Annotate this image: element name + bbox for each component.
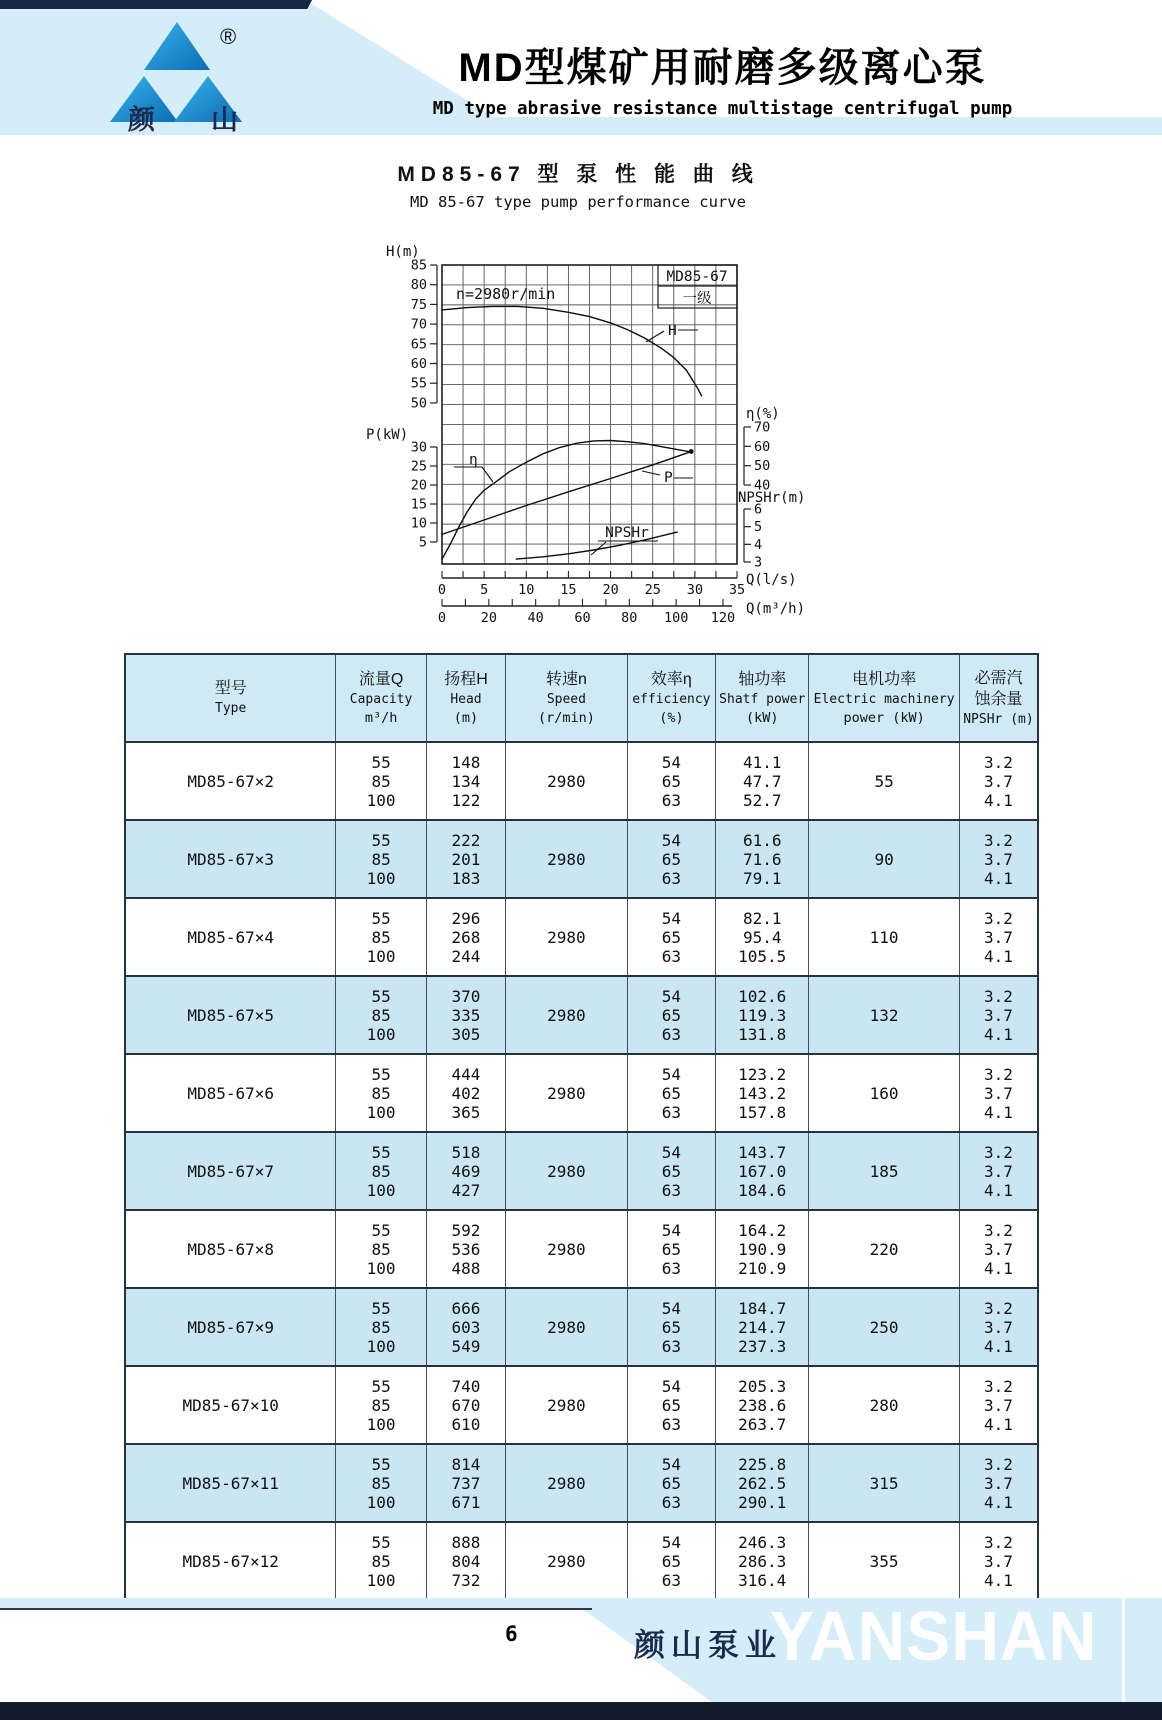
svg-text:60: 60 [574,610,591,625]
svg-text:P: P [664,470,673,486]
page-title-zh: MD型煤矿用耐磨多级离心泵 [458,46,987,90]
table-cell: 54 65 63 [627,1366,716,1444]
svg-text:20: 20 [602,582,619,598]
chart-title-en: MD 85-67 type pump performance curve [410,193,746,211]
footer-company-en: YANSHAN [770,1597,1098,1675]
legend-stage: 一级 [682,291,712,307]
table-cell: MD85-67×7 [125,1132,336,1210]
table-cell: 205.3 238.6 263.7 [716,1366,809,1444]
svg-text:NPSHr: NPSHr [605,525,649,541]
table-cell: 148 134 122 [426,742,505,820]
table-cell: 3.2 3.7 4.1 [959,1366,1038,1444]
svg-text:15: 15 [560,582,577,598]
table-cell: 102.6 119.3 131.8 [716,976,809,1054]
table-cell: MD85-67×4 [125,898,336,976]
svg-text:40: 40 [527,610,544,625]
table-cell: 3.2 3.7 4.1 [959,1444,1038,1522]
table-cell: MD85-67×2 [125,742,336,820]
svg-text:0: 0 [437,582,447,598]
curve-label-H [646,323,698,342]
table-cell: 280 [809,1366,960,1444]
table-cell: 55 85 100 [336,1444,426,1522]
table-header [125,654,1038,742]
table-cell: 55 85 100 [336,976,426,1054]
legend-model: MD85-67 [666,269,728,285]
pump-spec-table [124,653,1039,1601]
svg-text:6: 6 [754,501,763,518]
footer-company-zh: 颜山泵业 [634,1628,782,1663]
header-navy-bar [0,0,312,9]
col-header-shaft-power: 轴功率 Shatf power (kW) [716,654,809,742]
table-row [125,820,1038,898]
logo-brand-text: 颜山 [128,105,294,135]
table-cell: 370 335 305 [426,976,505,1054]
table-cell: 355 [809,1522,960,1600]
table-cell: 55 85 100 [336,742,426,820]
table-cell: 2980 [506,742,627,820]
table-cell: 164.2 190.9 210.9 [716,1210,809,1288]
svg-text:3: 3 [754,554,763,571]
table-cell: 54 65 63 [627,976,716,1054]
svg-text:75: 75 [410,296,427,313]
table-cell: 2980 [506,1444,627,1522]
table-cell: 54 65 63 [627,1132,716,1210]
footer-bottom-bar [0,1702,1162,1720]
table-cell: MD85-67×5 [125,976,336,1054]
table-cell: 110 [809,898,960,976]
svg-text:80: 80 [621,610,638,625]
table-cell: 55 85 100 [336,1288,426,1366]
table-cell: 184.7 214.7 237.3 [716,1288,809,1366]
table-cell: MD85-67×8 [125,1210,336,1288]
table-cell: 160 [809,1054,960,1132]
svg-text:30: 30 [686,582,703,598]
table-cell: 54 65 63 [627,820,716,898]
svg-text:55: 55 [410,375,427,392]
svg-text:60: 60 [754,438,771,455]
table-cell: 54 65 63 [627,1210,716,1288]
eta-axis-title: η(%) [746,406,780,422]
svg-text:80: 80 [410,277,427,294]
svg-text:20: 20 [480,610,497,625]
footer-top-rule [0,1608,592,1610]
table-cell: 3.2 3.7 4.1 [959,1054,1038,1132]
qls-axis-title: Q(l/s) [746,572,797,588]
table-row [125,1522,1038,1600]
page-number: 6 [505,1622,518,1646]
chart-title-block [332,158,824,211]
svg-text:65: 65 [410,336,427,353]
table-cell: 54 65 63 [627,898,716,976]
svg-text:η: η [469,452,478,468]
table-cell: 3.2 3.7 4.1 [959,1288,1038,1366]
table-row [125,1366,1038,1444]
page-header [400,36,1045,119]
table-cell: 2980 [506,820,627,898]
table-cell: 123.2 143.2 157.8 [716,1054,809,1132]
chart-legend [658,265,737,308]
q-axis-rulers [438,571,745,625]
h-axis-title: H(m) [386,244,420,260]
table-cell: 55 85 100 [336,820,426,898]
table-cell: 246.3 286.3 316.4 [716,1522,809,1600]
table-cell: 3.2 3.7 4.1 [959,1522,1038,1600]
table-cell: 2980 [506,1210,627,1288]
svg-text:60: 60 [410,356,427,372]
table-cell: 54 65 63 [627,1522,716,1600]
table-cell: 41.1 47.7 52.7 [716,742,809,820]
table-cell: 740 670 610 [426,1366,505,1444]
table-cell: 54 65 63 [627,742,716,820]
table-cell: 55 85 100 [336,1522,426,1600]
svg-text:4: 4 [754,536,763,553]
table-cell: MD85-67×11 [125,1444,336,1522]
table-cell: 3.2 3.7 4.1 [959,820,1038,898]
svg-text:25: 25 [410,458,427,475]
svg-text:50: 50 [410,395,427,412]
svg-text:20: 20 [410,477,427,494]
table-cell: 220 [809,1210,960,1288]
table-cell: 55 85 100 [336,1366,426,1444]
svg-text:10: 10 [410,515,427,532]
table-cell: 54 65 63 [627,1054,716,1132]
svg-text:35: 35 [728,582,746,598]
curve-label-eta [454,452,493,482]
table-cell: MD85-67×3 [125,820,336,898]
svg-text:70: 70 [410,316,427,333]
col-header-speed: 转速n Speed (r/min) [506,654,627,742]
table-cell: 55 85 100 [336,1210,426,1288]
table-cell: 592 536 488 [426,1210,505,1288]
table-cell: 222 201 183 [426,820,505,898]
table-cell: 444 402 365 [426,1054,505,1132]
npshr-axis-title: NPSHr(m) [738,490,806,506]
curve-label-P [642,470,693,486]
table-row [125,976,1038,1054]
table-row [125,1288,1038,1366]
table-cell: 55 [809,742,960,820]
table-cell: MD85-67×6 [125,1054,336,1132]
table-cell: 666 603 549 [426,1288,505,1366]
col-header-type: 型号 Type [125,654,336,742]
table-cell: 315 [809,1444,960,1522]
speed-annotation: n=2980r/min [456,285,556,303]
col-header-capacity: 流量Q Capacity m³/h [336,654,426,742]
table-cell: 54 65 63 [627,1288,716,1366]
col-header-efficiency: 效率η efficiency (%) [627,654,716,742]
table-cell: 55 85 100 [336,898,426,976]
table-cell: 143.7 167.0 184.6 [716,1132,809,1210]
table-row [125,1210,1038,1288]
table-cell: 2980 [506,1288,627,1366]
table-cell: 3.2 3.7 4.1 [959,1210,1038,1288]
table-cell: 814 737 671 [426,1444,505,1522]
svg-text:5: 5 [418,534,427,551]
performance-chart-svg [340,225,815,625]
svg-text:5: 5 [480,582,489,598]
table-cell: MD85-67×10 [125,1366,336,1444]
curve-P [442,451,692,534]
col-header-npshr: 必需汽蚀余量 NPSHr (m) [959,654,1038,742]
registered-mark: ® [220,24,237,49]
svg-text:40: 40 [754,477,771,494]
p-axis-title: P(kW) [366,427,409,443]
table-cell: 3.2 3.7 4.1 [959,898,1038,976]
table-cell: 55 85 100 [336,1054,426,1132]
curve-label-NPSHr [591,525,658,555]
svg-text:25: 25 [644,582,661,598]
table-cell: 54 65 63 [627,1444,716,1522]
curve-H [442,306,702,395]
svg-text:15: 15 [410,496,427,513]
svg-text:30: 30 [410,439,427,456]
svg-text:100: 100 [663,610,689,625]
chart-title-zh: MD85-67 型 泵 性 能 曲 线 [397,163,759,186]
svg-text:120: 120 [710,610,736,625]
table-cell: 132 [809,976,960,1054]
table-cell: 3.2 3.7 4.1 [959,742,1038,820]
svg-text:85: 85 [410,257,427,274]
col-header-head: 扬程H Head (m) [426,654,505,742]
performance-chart [340,225,815,625]
table-cell: 2980 [506,1054,627,1132]
page-title-en: MD type abrasive resistance multistage centrifugal pump [432,99,1013,119]
table-row [125,1132,1038,1210]
table-cell: 518 469 427 [426,1132,505,1210]
table-cell: 3.2 3.7 4.1 [959,1132,1038,1210]
table-cell: 250 [809,1288,960,1366]
table-row [125,1444,1038,1522]
table-cell: 185 [809,1132,960,1210]
table-cell: 82.1 95.4 105.5 [716,898,809,976]
table-row [125,898,1038,976]
svg-text:70: 70 [754,419,771,436]
table-cell: 225.8 262.5 290.1 [716,1444,809,1522]
table-cell: 2980 [506,898,627,976]
curve-junction-dot [689,449,694,454]
table-cell: 61.6 71.6 79.1 [716,820,809,898]
table-cell: 3.2 3.7 4.1 [959,976,1038,1054]
pump-table-body [125,742,1038,1600]
svg-text:50: 50 [754,458,771,475]
footer-divider-line [1122,1562,1125,1702]
col-header-motor-power: 电机功率 Electric machinery power (kW) [809,654,960,742]
svg-text:5: 5 [754,519,763,536]
svg-text:10: 10 [518,582,535,598]
table-cell: MD85-67×9 [125,1288,336,1366]
table-cell: 2980 [506,1132,627,1210]
table-cell: MD85-67×12 [125,1522,336,1600]
qm3h-axis-title: Q(m³/h) [746,601,806,617]
svg-text:H: H [668,323,677,339]
table-cell: 2980 [506,1366,627,1444]
table-row [125,1054,1038,1132]
table-cell: 55 85 100 [336,1132,426,1210]
table-cell: 2980 [506,1522,627,1600]
table-cell: 296 268 244 [426,898,505,976]
table-cell: 90 [809,820,960,898]
table-cell: 888 804 732 [426,1522,505,1600]
table-cell: 2980 [506,976,627,1054]
svg-text:0: 0 [437,610,447,625]
table-row [125,742,1038,820]
